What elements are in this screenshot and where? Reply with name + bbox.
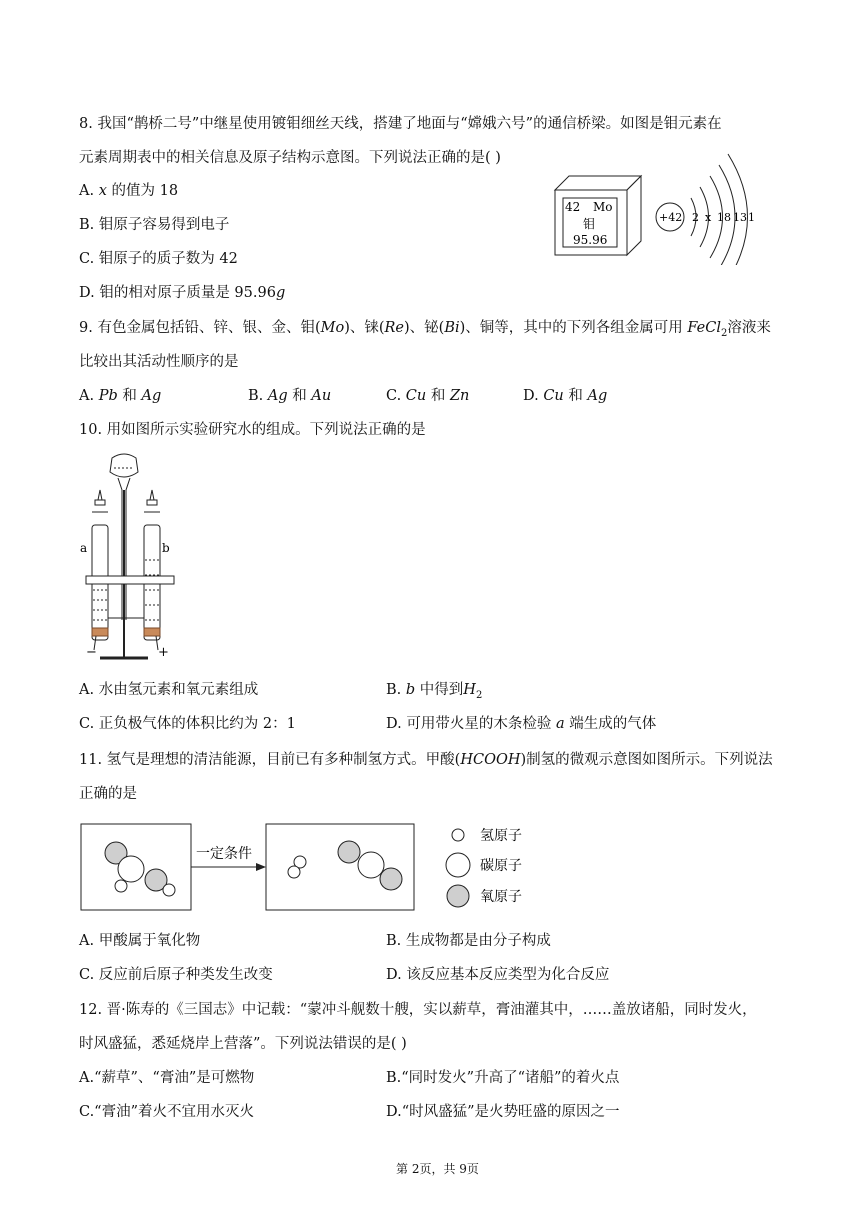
shell-electrons-4: 13 — [733, 211, 747, 224]
q9-option-a: A. Pb 和 Ag — [79, 388, 162, 404]
q9-stem-line1: 9. 有色金属包括铅、锌、银、金、钼(Mo)、铼(Re)、铋(Bi)、铜等，其中的下列各组金属可用 FeCl$_2$溶液来 — [79, 320, 771, 339]
tube-b — [144, 490, 160, 640]
legend-hydrogen-icon — [452, 829, 464, 841]
atomic-number: 42 — [565, 200, 581, 214]
q10-option-d: D. 可用带火星的木条检验 a 端生成的气体 — [386, 716, 657, 732]
clamp-bar — [86, 576, 174, 584]
q8-option-d: D. 钼的相对原子质量是 95.96g — [79, 285, 286, 301]
nucleus-charge: +42 — [659, 211, 683, 224]
q11-option-a: A. 甲酸属于氧化物 — [79, 933, 201, 949]
shell-arc-5 — [728, 154, 748, 265]
q8-option-a: A. x 的值为 18 — [79, 183, 179, 199]
shell-electrons-1: 2 — [692, 211, 699, 224]
q11-stem-line2: 正确的是 — [79, 786, 137, 802]
electrode-negative — [92, 628, 108, 636]
element-symbol: Mo — [593, 200, 613, 214]
q11-option-c: C. 反应前后原子种类发生改变 — [79, 967, 273, 983]
atomic-mass: 95.96 — [573, 233, 608, 247]
q10-option-a: A. 水由氢元素和氧元素组成 — [79, 682, 259, 698]
atomic-structure-diagram — [656, 154, 755, 265]
reaction-condition: 一定条件 — [196, 846, 252, 862]
element-name: 钼 — [583, 217, 596, 231]
q12-stem-line2: 时风盛猛，悉延烧岸上营落”。下列说法错误的是( ) — [79, 1036, 407, 1052]
q12-option-a: A.“薪草”、“膏油”是可燃物 — [79, 1070, 255, 1086]
electrode-positive — [144, 628, 160, 636]
q12-option-c: C.“膏油”着火不宜用水灭火 — [79, 1104, 255, 1120]
q11-option-d: D. 该反应基本反应类型为化合反应 — [386, 967, 610, 983]
q8-option-c: C. 钼原子的质子数为 42 — [79, 251, 238, 267]
q11-option-b: B. 生成物都是由分子构成 — [386, 933, 551, 949]
q10-option-c: C. 正负极气体的体积比约为 2：1 — [79, 716, 296, 732]
legend-hydrogen-label: 氢原子 — [480, 828, 522, 844]
label-a: a — [80, 541, 88, 555]
shell-electrons-2: x — [705, 211, 712, 224]
shell-electrons-5: 1 — [748, 211, 755, 224]
q12-stem-line1: 12. 晋·陈寿的《三国志》中记载：“蒙冲斗舰数十艘，实以薪草，膏油灌其中，……盖放诸船，同时发火， — [79, 1002, 757, 1018]
product-box — [266, 824, 414, 910]
q10-stem: 10. 用如图所示实验研究水的组成。下列说法正确的是 — [79, 422, 426, 438]
q12-option-d: D.“时风盛猛”是火势旺盛的原因之一 — [386, 1104, 620, 1120]
q9-stem-line2: 比较出其活动性顺序的是 — [79, 354, 239, 370]
legend-carbon-label: 碳原子 — [480, 858, 522, 874]
label-negative: − — [86, 645, 97, 660]
legend-carbon-icon — [446, 853, 470, 877]
q8-stem-line1: 8. 我国“鹊桥二号”中继星使用镀钼细丝天线，搭建了地面与“嫦娥六号”的通信桥梁。如图是钼元素在 — [79, 116, 722, 132]
shell-electrons-3: 18 — [717, 211, 731, 224]
water-reservoir — [110, 454, 138, 477]
q9-option-d: D. Cu 和 Ag — [523, 388, 608, 404]
q8-stem-line2: 元素周期表中的相关信息及原子结构示意图。下列说法正确的是( ) — [79, 150, 501, 166]
q9-option-c: C. Cu 和 Zn — [386, 388, 470, 404]
molybdenum-figure — [545, 140, 775, 265]
tube-a — [92, 490, 108, 640]
q12-option-b: B.“同时发火”升高了“诸船”的着火点 — [386, 1070, 620, 1086]
legend-oxygen-label: 氧原子 — [480, 889, 522, 905]
q9-option-b: B. Ag 和 Au — [248, 388, 332, 404]
formic-acid-reaction-diagram — [80, 818, 540, 918]
label-positive: + — [158, 645, 169, 660]
legend-icons — [446, 829, 470, 907]
electrolysis-apparatus — [78, 450, 188, 670]
label-b: b — [162, 541, 170, 555]
legend-oxygen-icon — [447, 885, 469, 907]
q10-option-b: B. b 中得到$H_2$ — [386, 682, 483, 701]
q11-stem-line1: 11. 氢气是理想的清洁能源，目前已有多种制氢方式。甲酸(HCOOH)制氢的微观示意图如图所示。下列说法 — [79, 752, 773, 768]
page-footer: 第 2页，共 9页 — [396, 1162, 479, 1176]
q8-option-b: B. 钼原子容易得到电子 — [79, 217, 230, 233]
